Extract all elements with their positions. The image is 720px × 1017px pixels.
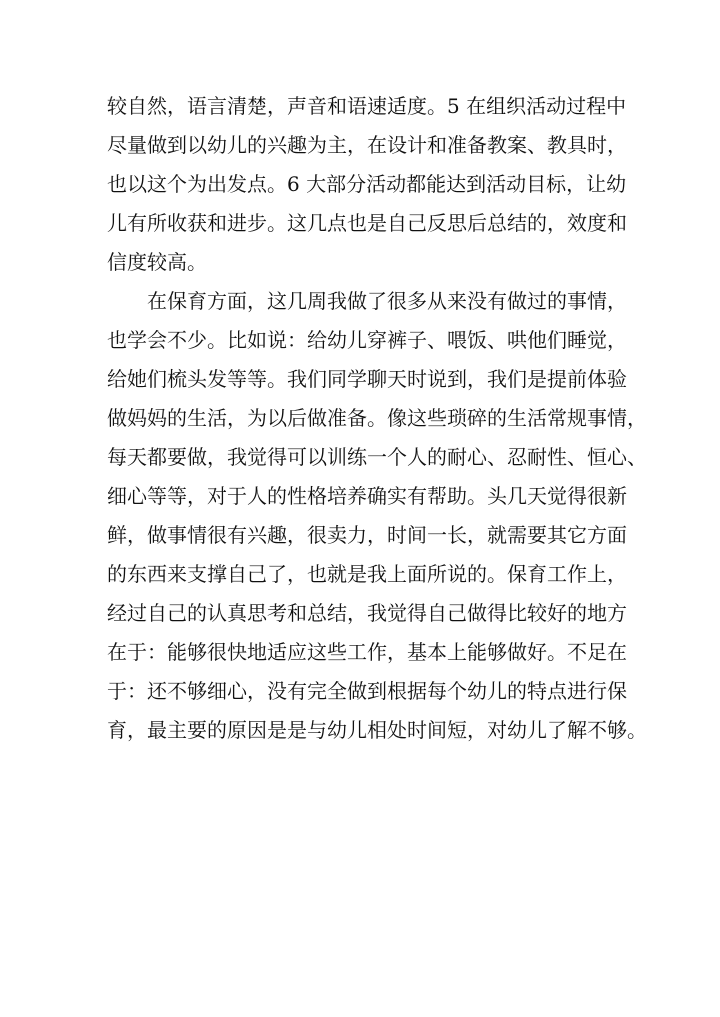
text-line: 信度较高。 bbox=[107, 250, 207, 274]
paragraph-2 bbox=[107, 282, 647, 750]
text-line: 育，最主要的原因是是与幼儿相处时间短，对幼儿了解不够。 bbox=[107, 718, 647, 742]
text-line: 给她们梳头发等等。我们同学聊天时说到，我们是提前体验 bbox=[107, 367, 627, 391]
text-line-indented: 在保育方面，这几周我做了很多从来没有做过的事情， bbox=[147, 289, 627, 313]
text-line: 较自然，语言清楚，声音和语速适度。5 在组织活动过程中 bbox=[107, 94, 627, 118]
paragraph-1 bbox=[107, 87, 627, 282]
text-line: 鲜，做事情很有兴趣，很卖力，时间一长，就需要其它方面 bbox=[107, 523, 627, 547]
text-line: 经过自己的认真思考和总结，我觉得自己做得比较好的地方 bbox=[107, 601, 627, 625]
document-body bbox=[107, 87, 647, 750]
text-line: 尽量做到以幼儿的兴趣为主，在设计和准备教案、教具时， bbox=[107, 133, 627, 157]
text-line: 在于：能够很快地适应这些工作，基本上能够做好。不足在 bbox=[107, 640, 627, 664]
text-line: 也学会不少。比如说：给幼儿穿裤子、喂饭、哄他们睡觉， bbox=[107, 328, 627, 352]
text-line: 做妈妈的生活，为以后做准备。像这些琐碎的生活常规事情， bbox=[107, 406, 647, 430]
text-line: 每天都要做，我觉得可以训练一个人的耐心、忍耐性、恒心、 bbox=[107, 445, 647, 469]
text-line: 细心等等，对于人的性格培养确实有帮助。头几天觉得很新 bbox=[107, 484, 627, 508]
text-line: 的东西来支撑自己了，也就是我上面所说的。保育工作上， bbox=[107, 562, 627, 586]
text-line: 于：还不够细心，没有完全做到根据每个幼儿的特点进行保 bbox=[107, 679, 627, 703]
text-line: 儿有所收获和进步。这几点也是自己反思后总结的，效度和 bbox=[107, 211, 627, 235]
text-line: 也以这个为出发点。6 大部分活动都能达到活动目标，让幼 bbox=[107, 172, 627, 196]
